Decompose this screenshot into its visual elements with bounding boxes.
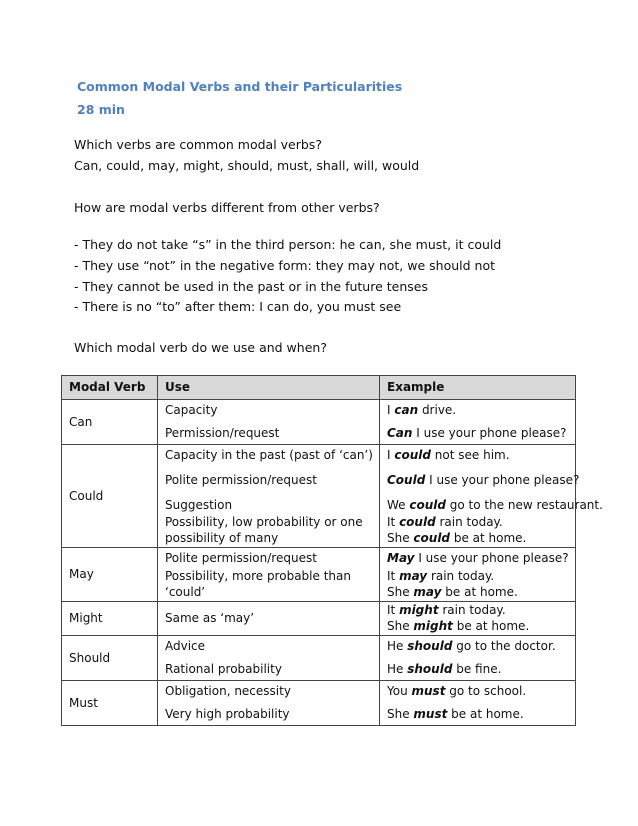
use-line: Rational probability xyxy=(165,662,282,676)
document-title: Common Modal Verbs and their Particularities xyxy=(77,79,403,94)
example-line: Can I use your phone please? xyxy=(387,426,567,440)
use-line: Permission/request xyxy=(165,426,280,440)
modal-verb-emphasis: might xyxy=(399,603,439,617)
modal-verb-emphasis: could xyxy=(399,515,436,529)
use-line: Advice xyxy=(165,639,206,653)
table-row xyxy=(62,681,576,726)
example-cell xyxy=(380,445,603,548)
example-line: She must be at home. xyxy=(387,707,524,721)
intro-answer: Can, could, may, might, should, must, shall, will, would xyxy=(74,158,420,173)
table-row xyxy=(62,548,576,602)
use-cell xyxy=(158,400,380,445)
modal-verb-cell: Could xyxy=(62,445,158,548)
use-line: ‘could’ xyxy=(165,585,206,599)
modal-verb-emphasis: could xyxy=(394,448,431,462)
use-line: Obligation, necessity xyxy=(165,684,291,698)
example-cell xyxy=(380,681,576,726)
example-line: It may rain today. xyxy=(387,569,495,583)
duration-label: 28 min xyxy=(77,102,125,117)
use-line: possibility of many xyxy=(165,531,279,545)
example-line: He should be fine. xyxy=(387,662,502,676)
modal-verb-emphasis: could xyxy=(409,498,446,512)
use-line: Possibility, more probable than xyxy=(165,569,351,583)
use-line: Capacity xyxy=(165,403,218,417)
header-example: Example xyxy=(380,376,576,400)
use-cell xyxy=(158,548,380,602)
example-line: It might rain today. xyxy=(387,603,506,617)
modal-verb-emphasis: must xyxy=(411,684,446,698)
use-cell xyxy=(158,445,380,548)
example-line: May I use your phone please? xyxy=(387,551,569,565)
header-use: Use xyxy=(158,376,380,400)
table-row xyxy=(62,445,576,548)
example-cell xyxy=(380,400,576,445)
use-line: Polite permission/request xyxy=(165,551,317,565)
example-line: She might be at home. xyxy=(387,619,530,633)
example-line: She could be at home. xyxy=(387,531,527,545)
modal-verb-emphasis: might xyxy=(413,619,453,633)
modal-verb-emphasis: can xyxy=(394,403,419,417)
example-cell xyxy=(380,548,576,602)
usage-question: Which modal verb do we use and when? xyxy=(74,340,327,355)
difference-point: - They cannot be used in the past or in the future tenses xyxy=(74,279,428,294)
modal-verb-emphasis: could xyxy=(413,531,451,545)
table-row xyxy=(62,636,576,681)
use-line: Capacity in the past (past of ‘can’) xyxy=(165,448,373,462)
difference-point: - There is no “to” after them: I can do, you must see xyxy=(74,299,402,314)
example-line: He should go to the doctor. xyxy=(387,639,556,653)
modal-verb-emphasis: may xyxy=(399,569,428,583)
modal-verb-cell: Might xyxy=(62,602,158,636)
difference-point: - They do not take “s” in the third person: he can, she must, it could xyxy=(74,237,502,252)
table-header-row xyxy=(62,376,576,400)
table-row xyxy=(62,400,576,445)
use-line: Possibility, low probability or one xyxy=(165,515,363,529)
modal-verbs-table xyxy=(61,375,603,726)
modal-verb-cell: Should xyxy=(62,636,158,681)
use-cell xyxy=(158,602,380,636)
example-line: Could I use your phone please? xyxy=(387,473,580,487)
modal-verb-cell: May xyxy=(62,548,158,602)
modal-verb-emphasis: Can xyxy=(387,426,413,440)
difference-question: How are modal verbs different from other verbs? xyxy=(74,200,380,215)
example-line: I can drive. xyxy=(387,403,457,417)
modal-verb-cell: Must xyxy=(62,681,158,726)
example-cell xyxy=(380,602,576,636)
table-row xyxy=(62,602,576,636)
modal-verb-emphasis: may xyxy=(413,585,442,599)
example-cell xyxy=(380,636,576,681)
use-line: Same as ‘may’ xyxy=(165,611,255,625)
example-line: I could not see him. xyxy=(387,448,510,462)
use-line: Very high probability xyxy=(165,707,290,721)
example-line: We could go to the new restaurant. xyxy=(387,498,603,512)
modal-verb-emphasis: should xyxy=(407,662,453,676)
example-line: You must go to school. xyxy=(387,684,527,698)
modal-verb-emphasis: must xyxy=(413,707,448,721)
modal-verb-emphasis: May xyxy=(387,551,415,565)
use-cell xyxy=(158,681,380,726)
intro-question: Which verbs are common modal verbs? xyxy=(74,137,322,152)
use-cell xyxy=(158,636,380,681)
use-line: Polite permission/request xyxy=(165,473,317,487)
example-line: She may be at home. xyxy=(387,585,518,599)
use-line: Suggestion xyxy=(165,498,233,512)
difference-point: - They use “not” in the negative form: they may not, we should not xyxy=(74,258,495,273)
header-modal-verb: Modal Verb xyxy=(62,376,158,400)
example-line: It could rain today. xyxy=(387,515,503,529)
modal-verb-emphasis: should xyxy=(407,639,453,653)
modal-verb-emphasis: Could xyxy=(387,473,426,487)
modal-verb-cell: Can xyxy=(62,400,158,445)
